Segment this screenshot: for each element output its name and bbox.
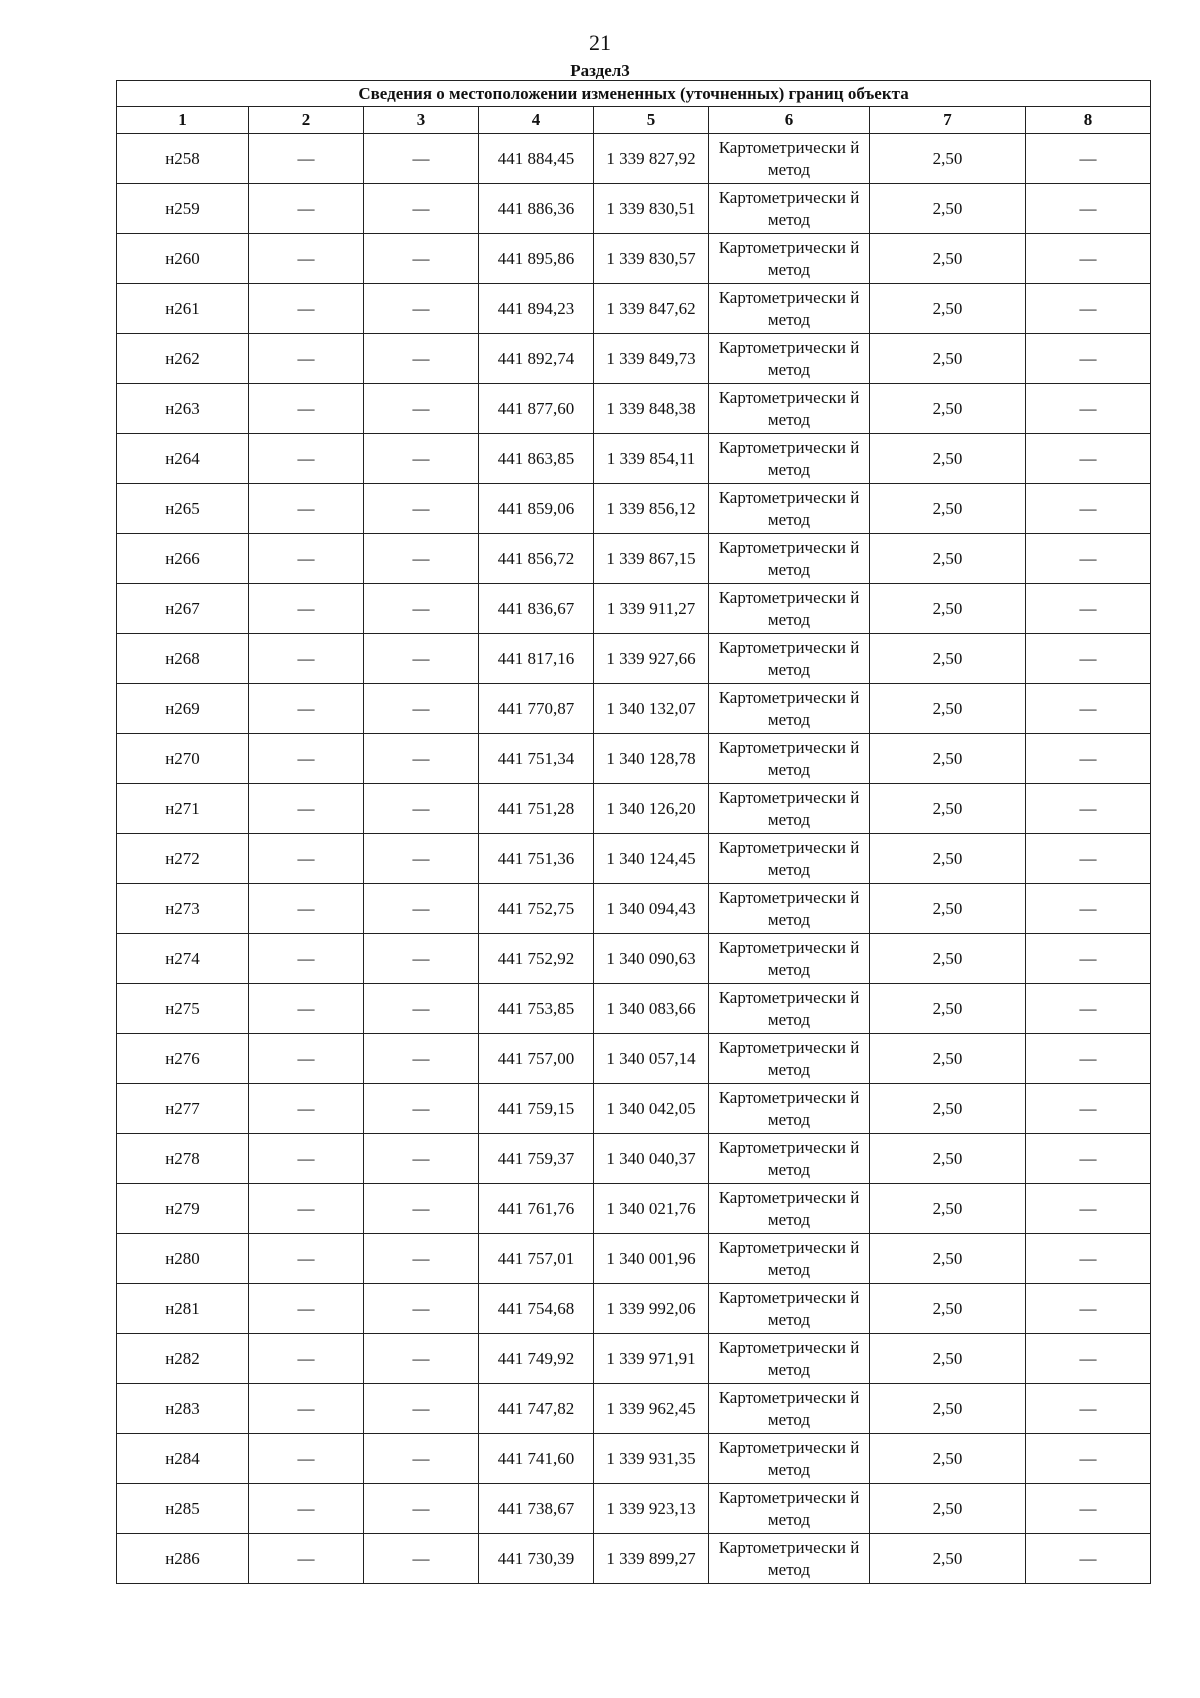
col2-cell: — xyxy=(249,534,364,584)
point-name-cell: н265 xyxy=(117,484,249,534)
y-coordinate-cell: 1 340 090,63 xyxy=(594,934,709,984)
y-coordinate-cell: 1 340 128,78 xyxy=(594,734,709,784)
point-name-cell: н262 xyxy=(117,334,249,384)
col8-cell: — xyxy=(1026,134,1151,184)
col3-cell: — xyxy=(364,234,479,284)
method-cell: Картометрически й метод xyxy=(709,634,870,684)
accuracy-cell: 2,50 xyxy=(870,884,1026,934)
accuracy-cell: 2,50 xyxy=(870,434,1026,484)
method-cell: Картометрически й метод xyxy=(709,1334,870,1384)
column-number-row xyxy=(117,107,1151,134)
column-number-3: 3 xyxy=(364,107,479,134)
col3-cell: — xyxy=(364,634,479,684)
col3-cell: — xyxy=(364,1134,479,1184)
col3-cell: — xyxy=(364,184,479,234)
y-coordinate-cell: 1 339 931,35 xyxy=(594,1434,709,1484)
col2-cell: — xyxy=(249,1334,364,1384)
y-coordinate-cell: 1 339 848,38 xyxy=(594,384,709,434)
x-coordinate-cell: 441 759,15 xyxy=(479,1084,594,1134)
col3-cell: — xyxy=(364,534,479,584)
y-coordinate-cell: 1 340 057,14 xyxy=(594,1034,709,1084)
page-number: 21 xyxy=(589,30,611,55)
y-coordinate-cell: 1 340 126,20 xyxy=(594,784,709,834)
col8-cell: — xyxy=(1026,1184,1151,1234)
col2-cell: — xyxy=(249,1534,364,1584)
col3-cell: — xyxy=(364,334,479,384)
x-coordinate-cell: 441 894,23 xyxy=(479,284,594,334)
table-row xyxy=(117,1334,1151,1384)
table-row xyxy=(117,1134,1151,1184)
y-coordinate-cell: 1 339 847,62 xyxy=(594,284,709,334)
accuracy-cell: 2,50 xyxy=(870,734,1026,784)
x-coordinate-cell: 441 754,68 xyxy=(479,1284,594,1334)
col8-cell: — xyxy=(1026,534,1151,584)
col2-cell: — xyxy=(249,1234,364,1284)
x-coordinate-cell: 441 757,00 xyxy=(479,1034,594,1084)
point-name-cell: н261 xyxy=(117,284,249,334)
point-name-cell: н279 xyxy=(117,1184,249,1234)
col8-cell: — xyxy=(1026,1284,1151,1334)
accuracy-cell: 2,50 xyxy=(870,1184,1026,1234)
col8-cell: — xyxy=(1026,684,1151,734)
col3-cell: — xyxy=(364,584,479,634)
x-coordinate-cell: 441 895,86 xyxy=(479,234,594,284)
accuracy-cell: 2,50 xyxy=(870,1234,1026,1284)
accuracy-cell: 2,50 xyxy=(870,534,1026,584)
x-coordinate-cell: 441 753,85 xyxy=(479,984,594,1034)
point-name-cell: н267 xyxy=(117,584,249,634)
method-cell: Картометрически й метод xyxy=(709,1384,870,1434)
method-cell: Картометрически й метод xyxy=(709,934,870,984)
x-coordinate-cell: 441 751,36 xyxy=(479,834,594,884)
x-coordinate-cell: 441 752,75 xyxy=(479,884,594,934)
col8-cell: — xyxy=(1026,1484,1151,1534)
y-coordinate-cell: 1 339 854,11 xyxy=(594,434,709,484)
col3-cell: — xyxy=(364,1534,479,1584)
col2-cell: — xyxy=(249,1034,364,1084)
point-name-cell: н278 xyxy=(117,1134,249,1184)
accuracy-cell: 2,50 xyxy=(870,1534,1026,1584)
col3-cell: — xyxy=(364,1384,479,1434)
table-row xyxy=(117,584,1151,634)
x-coordinate-cell: 441 757,01 xyxy=(479,1234,594,1284)
column-number-5: 5 xyxy=(594,107,709,134)
method-cell: Картометрически й метод xyxy=(709,1284,870,1334)
col3-cell: — xyxy=(364,1334,479,1384)
point-name-cell: н276 xyxy=(117,1034,249,1084)
y-coordinate-cell: 1 339 927,66 xyxy=(594,634,709,684)
col8-cell: — xyxy=(1026,634,1151,684)
method-cell: Картометрически й метод xyxy=(709,484,870,534)
y-coordinate-cell: 1 339 899,27 xyxy=(594,1534,709,1584)
point-name-cell: н269 xyxy=(117,684,249,734)
point-name-cell: н264 xyxy=(117,434,249,484)
table-row xyxy=(117,834,1151,884)
accuracy-cell: 2,50 xyxy=(870,1084,1026,1134)
col2-cell: — xyxy=(249,784,364,834)
accuracy-cell: 2,50 xyxy=(870,1484,1026,1534)
table-row xyxy=(117,1484,1151,1534)
y-coordinate-cell: 1 339 830,57 xyxy=(594,234,709,284)
accuracy-cell: 2,50 xyxy=(870,384,1026,434)
y-coordinate-cell: 1 339 962,45 xyxy=(594,1384,709,1434)
point-name-cell: н286 xyxy=(117,1534,249,1584)
accuracy-cell: 2,50 xyxy=(870,984,1026,1034)
col2-cell: — xyxy=(249,1084,364,1134)
y-coordinate-cell: 1 339 827,92 xyxy=(594,134,709,184)
col8-cell: — xyxy=(1026,234,1151,284)
x-coordinate-cell: 441 752,92 xyxy=(479,934,594,984)
table-row xyxy=(117,634,1151,684)
table-row xyxy=(117,1034,1151,1084)
method-cell: Картометрически й метод xyxy=(709,234,870,284)
col8-cell: — xyxy=(1026,834,1151,884)
point-name-cell: н272 xyxy=(117,834,249,884)
table-row xyxy=(117,1184,1151,1234)
col8-cell: — xyxy=(1026,784,1151,834)
col2-cell: — xyxy=(249,484,364,534)
method-cell: Картометрически й метод xyxy=(709,784,870,834)
accuracy-cell: 2,50 xyxy=(870,1284,1026,1334)
x-coordinate-cell: 441 730,39 xyxy=(479,1534,594,1584)
y-coordinate-cell: 1 340 021,76 xyxy=(594,1184,709,1234)
point-name-cell: н273 xyxy=(117,884,249,934)
table-row xyxy=(117,1434,1151,1484)
accuracy-cell: 2,50 xyxy=(870,184,1026,234)
column-number-8: 8 xyxy=(1026,107,1151,134)
col2-cell: — xyxy=(249,134,364,184)
point-name-cell: н280 xyxy=(117,1234,249,1284)
col8-cell: — xyxy=(1026,984,1151,1034)
x-coordinate-cell: 441 741,60 xyxy=(479,1434,594,1484)
col3-cell: — xyxy=(364,984,479,1034)
x-coordinate-cell: 441 886,36 xyxy=(479,184,594,234)
col3-cell: — xyxy=(364,1434,479,1484)
method-cell: Картометрически й метод xyxy=(709,1484,870,1534)
method-cell: Картометрически й метод xyxy=(709,1184,870,1234)
col3-cell: — xyxy=(364,684,479,734)
col3-cell: — xyxy=(364,384,479,434)
col8-cell: — xyxy=(1026,1534,1151,1584)
point-name-cell: н277 xyxy=(117,1084,249,1134)
method-cell: Картометрически й метод xyxy=(709,1034,870,1084)
col8-cell: — xyxy=(1026,384,1151,434)
x-coordinate-cell: 441 747,82 xyxy=(479,1384,594,1434)
point-name-cell: н284 xyxy=(117,1434,249,1484)
col3-cell: — xyxy=(364,884,479,934)
col8-cell: — xyxy=(1026,1334,1151,1384)
section-title: Раздел3 xyxy=(570,61,630,80)
table-caption: Сведения о местоположении измененных (уточненных) границ объекта xyxy=(117,81,1151,107)
y-coordinate-cell: 1 340 094,43 xyxy=(594,884,709,934)
y-coordinate-cell: 1 339 923,13 xyxy=(594,1484,709,1534)
col2-cell: — xyxy=(249,1184,364,1234)
col2-cell: — xyxy=(249,984,364,1034)
accuracy-cell: 2,50 xyxy=(870,334,1026,384)
point-name-cell: н263 xyxy=(117,384,249,434)
col2-cell: — xyxy=(249,434,364,484)
col8-cell: — xyxy=(1026,1234,1151,1284)
y-coordinate-cell: 1 339 911,27 xyxy=(594,584,709,634)
col2-cell: — xyxy=(249,934,364,984)
col3-cell: — xyxy=(364,434,479,484)
col8-cell: — xyxy=(1026,184,1151,234)
column-number-1: 1 xyxy=(117,107,249,134)
x-coordinate-cell: 441 761,76 xyxy=(479,1184,594,1234)
table-row xyxy=(117,184,1151,234)
x-coordinate-cell: 441 751,34 xyxy=(479,734,594,784)
method-cell: Картометрически й метод xyxy=(709,334,870,384)
col3-cell: — xyxy=(364,1034,479,1084)
y-coordinate-cell: 1 340 042,05 xyxy=(594,1084,709,1134)
col3-cell: — xyxy=(364,1084,479,1134)
method-cell: Картометрически й метод xyxy=(709,1084,870,1134)
table-row xyxy=(117,234,1151,284)
col3-cell: — xyxy=(364,1184,479,1234)
col2-cell: — xyxy=(249,284,364,334)
col3-cell: — xyxy=(364,1284,479,1334)
y-coordinate-cell: 1 340 083,66 xyxy=(594,984,709,1034)
accuracy-cell: 2,50 xyxy=(870,1334,1026,1384)
col8-cell: — xyxy=(1026,1134,1151,1184)
table-row xyxy=(117,334,1151,384)
column-number-2: 2 xyxy=(249,107,364,134)
table-row xyxy=(117,684,1151,734)
y-coordinate-cell: 1 339 856,12 xyxy=(594,484,709,534)
x-coordinate-cell: 441 892,74 xyxy=(479,334,594,384)
y-coordinate-cell: 1 339 971,91 xyxy=(594,1334,709,1384)
col8-cell: — xyxy=(1026,1384,1151,1434)
x-coordinate-cell: 441 817,16 xyxy=(479,634,594,684)
column-number-7: 7 xyxy=(870,107,1026,134)
col3-cell: — xyxy=(364,134,479,184)
col8-cell: — xyxy=(1026,434,1151,484)
col8-cell: — xyxy=(1026,584,1151,634)
table-row xyxy=(117,934,1151,984)
accuracy-cell: 2,50 xyxy=(870,1434,1026,1484)
col2-cell: — xyxy=(249,1484,364,1534)
accuracy-cell: 2,50 xyxy=(870,484,1026,534)
method-cell: Картометрически й метод xyxy=(709,1434,870,1484)
col2-cell: — xyxy=(249,234,364,284)
col8-cell: — xyxy=(1026,734,1151,784)
method-cell: Картометрически й метод xyxy=(709,534,870,584)
accuracy-cell: 2,50 xyxy=(870,1134,1026,1184)
table-row xyxy=(117,1084,1151,1134)
table-row xyxy=(117,134,1151,184)
accuracy-cell: 2,50 xyxy=(870,784,1026,834)
accuracy-cell: 2,50 xyxy=(870,834,1026,884)
point-name-cell: н281 xyxy=(117,1284,249,1334)
table-row xyxy=(117,984,1151,1034)
col8-cell: — xyxy=(1026,884,1151,934)
method-cell: Картометрически й метод xyxy=(709,834,870,884)
accuracy-cell: 2,50 xyxy=(870,634,1026,684)
point-name-cell: н259 xyxy=(117,184,249,234)
x-coordinate-cell: 441 836,67 xyxy=(479,584,594,634)
col3-cell: — xyxy=(364,1484,479,1534)
table-row xyxy=(117,1384,1151,1434)
table-row xyxy=(117,1534,1151,1584)
table-row xyxy=(117,284,1151,334)
method-cell: Картометрически й метод xyxy=(709,1134,870,1184)
method-cell: Картометрически й метод xyxy=(709,684,870,734)
point-name-cell: н266 xyxy=(117,534,249,584)
table-row xyxy=(117,1234,1151,1284)
method-cell: Картометрически й метод xyxy=(709,184,870,234)
accuracy-cell: 2,50 xyxy=(870,684,1026,734)
table-row xyxy=(117,434,1151,484)
col8-cell: — xyxy=(1026,1434,1151,1484)
table-row xyxy=(117,784,1151,834)
col2-cell: — xyxy=(249,1434,364,1484)
y-coordinate-cell: 1 340 040,37 xyxy=(594,1134,709,1184)
col8-cell: — xyxy=(1026,1034,1151,1084)
col8-cell: — xyxy=(1026,334,1151,384)
col8-cell: — xyxy=(1026,484,1151,534)
col3-cell: — xyxy=(364,1234,479,1284)
col2-cell: — xyxy=(249,1134,364,1184)
y-coordinate-cell: 1 339 992,06 xyxy=(594,1284,709,1334)
col8-cell: — xyxy=(1026,1084,1151,1134)
y-coordinate-cell: 1 340 001,96 xyxy=(594,1234,709,1284)
accuracy-cell: 2,50 xyxy=(870,284,1026,334)
y-coordinate-cell: 1 339 830,51 xyxy=(594,184,709,234)
x-coordinate-cell: 441 751,28 xyxy=(479,784,594,834)
col2-cell: — xyxy=(249,1284,364,1334)
x-coordinate-cell: 441 856,72 xyxy=(479,534,594,584)
table-row xyxy=(117,734,1151,784)
x-coordinate-cell: 441 749,92 xyxy=(479,1334,594,1384)
col3-cell: — xyxy=(364,734,479,784)
method-cell: Картометрически й метод xyxy=(709,984,870,1034)
point-name-cell: н271 xyxy=(117,784,249,834)
col3-cell: — xyxy=(364,834,479,884)
method-cell: Картометрически й метод xyxy=(709,884,870,934)
col2-cell: — xyxy=(249,834,364,884)
column-number-6: 6 xyxy=(709,107,870,134)
accuracy-cell: 2,50 xyxy=(870,934,1026,984)
col2-cell: — xyxy=(249,584,364,634)
method-cell: Картометрически й метод xyxy=(709,134,870,184)
accuracy-cell: 2,50 xyxy=(870,584,1026,634)
method-cell: Картометрически й метод xyxy=(709,584,870,634)
col2-cell: — xyxy=(249,384,364,434)
col3-cell: — xyxy=(364,784,479,834)
x-coordinate-cell: 441 859,06 xyxy=(479,484,594,534)
method-cell: Картометрически й метод xyxy=(709,734,870,784)
point-name-cell: н258 xyxy=(117,134,249,184)
col3-cell: — xyxy=(364,934,479,984)
col2-cell: — xyxy=(249,884,364,934)
point-name-cell: н268 xyxy=(117,634,249,684)
col3-cell: — xyxy=(364,284,479,334)
x-coordinate-cell: 441 770,87 xyxy=(479,684,594,734)
method-cell: Картометрически й метод xyxy=(709,1234,870,1284)
accuracy-cell: 2,50 xyxy=(870,1384,1026,1434)
accuracy-cell: 2,50 xyxy=(870,234,1026,284)
col2-cell: — xyxy=(249,1384,364,1434)
x-coordinate-cell: 441 738,67 xyxy=(479,1484,594,1534)
x-coordinate-cell: 441 877,60 xyxy=(479,384,594,434)
accuracy-cell: 2,50 xyxy=(870,134,1026,184)
accuracy-cell: 2,50 xyxy=(870,1034,1026,1084)
col8-cell: — xyxy=(1026,934,1151,984)
col2-cell: — xyxy=(249,684,364,734)
method-cell: Картометрически й метод xyxy=(709,1534,870,1584)
table-row xyxy=(117,884,1151,934)
table-body xyxy=(117,134,1151,1584)
table-row xyxy=(117,384,1151,434)
method-cell: Картометрически й метод xyxy=(709,434,870,484)
table-row xyxy=(117,484,1151,534)
table-row xyxy=(117,534,1151,584)
y-coordinate-cell: 1 340 124,45 xyxy=(594,834,709,884)
col3-cell: — xyxy=(364,484,479,534)
col2-cell: — xyxy=(249,634,364,684)
col2-cell: — xyxy=(249,334,364,384)
x-coordinate-cell: 441 884,45 xyxy=(479,134,594,184)
x-coordinate-cell: 441 863,85 xyxy=(479,434,594,484)
point-name-cell: н275 xyxy=(117,984,249,1034)
column-number-4: 4 xyxy=(479,107,594,134)
y-coordinate-cell: 1 339 849,73 xyxy=(594,334,709,384)
point-name-cell: н282 xyxy=(117,1334,249,1384)
y-coordinate-cell: 1 339 867,15 xyxy=(594,534,709,584)
x-coordinate-cell: 441 759,37 xyxy=(479,1134,594,1184)
point-name-cell: н283 xyxy=(117,1384,249,1434)
table-row xyxy=(117,1284,1151,1334)
col2-cell: — xyxy=(249,734,364,784)
point-name-cell: н260 xyxy=(117,234,249,284)
method-cell: Картометрически й метод xyxy=(709,384,870,434)
col2-cell: — xyxy=(249,184,364,234)
coordinates-table xyxy=(116,80,1151,1584)
point-name-cell: н274 xyxy=(117,934,249,984)
y-coordinate-cell: 1 340 132,07 xyxy=(594,684,709,734)
point-name-cell: н270 xyxy=(117,734,249,784)
col8-cell: — xyxy=(1026,284,1151,334)
method-cell: Картометрически й метод xyxy=(709,284,870,334)
point-name-cell: н285 xyxy=(117,1484,249,1534)
